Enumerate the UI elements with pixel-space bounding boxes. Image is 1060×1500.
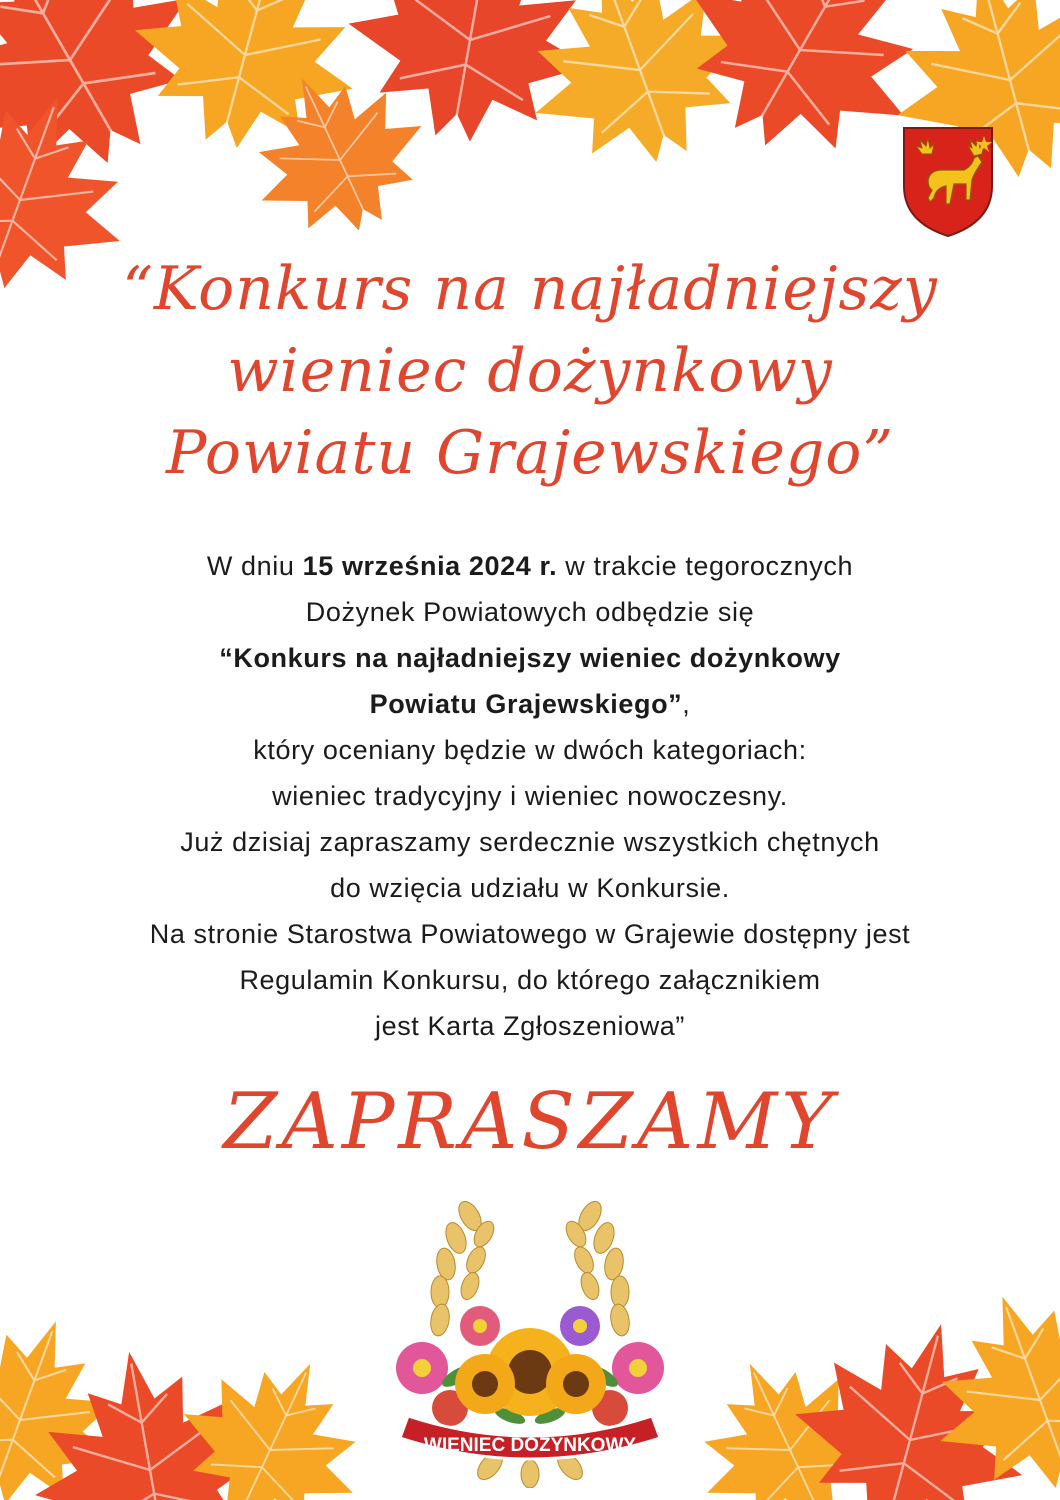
body-line-3: “Konkurs na najładniejszy wieniec dożynkowy xyxy=(219,643,841,673)
body-line-4: Powiatu Grajewskiego”, xyxy=(369,689,691,719)
body-line-5: który oceniany będzie w dwóch kategoriach: xyxy=(253,735,807,765)
body-line-7: Już dzisiaj zapraszamy serdecznie wszystkich chętnych xyxy=(180,827,880,857)
body-line-10: Regulamin Konkursu, do którego załącznikiem xyxy=(239,965,821,995)
body-line-11: jest Karta Zgłoszeniowa” xyxy=(374,1011,686,1041)
coat-of-arms-elk-icon xyxy=(898,122,998,240)
announcement-body xyxy=(30,543,1030,1049)
wreath-ribbon-text: WIENIEC DOŻYNKOWY xyxy=(423,1435,637,1456)
event-date: 15 września 2024 r. xyxy=(302,551,558,581)
title-line-3: Powiatu Grajewskiego” xyxy=(165,418,895,488)
invite-heading: ZAPRASZAMY xyxy=(223,1077,837,1167)
title-line-1: “Konkurs na najładniejszy xyxy=(122,254,938,324)
body-line-6: wieniec tradycyjny i wieniec nowoczesny. xyxy=(272,781,788,811)
page-title xyxy=(60,248,1000,494)
body-line-8: do wzięcia udziału w Konkursie. xyxy=(330,873,730,903)
harvest-wreath-icon xyxy=(380,1176,680,1488)
body-line-2: Dożynek Powiatowych odbędzie się xyxy=(305,597,755,627)
body-line-9: Na stronie Starostwa Powiatowego w Grajewie dostępny jest xyxy=(149,919,911,949)
title-line-2: wieniec dożynkowy xyxy=(227,336,833,406)
body-line-1: W dniu 15 września 2024 r. w trakcie tegorocznych xyxy=(206,551,854,581)
